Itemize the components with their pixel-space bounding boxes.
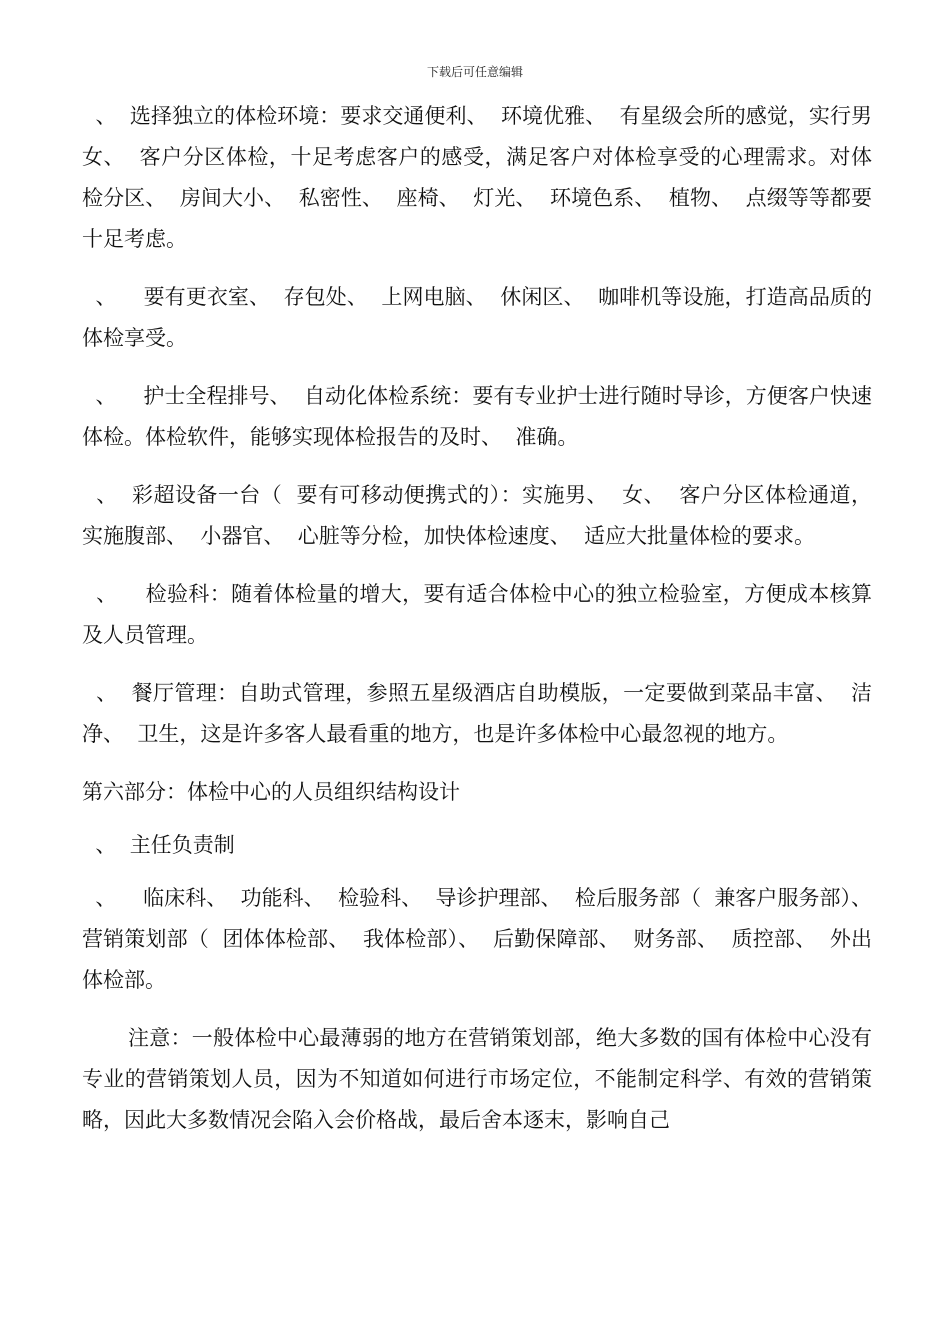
paragraph-ultrasound: 、 彩超设备一台（ 要有可移动便携式的）：实施男、 女、 客户分区体检通道，实施腹部、 小器官、 心脏等分检，加快体检速度、 适应大批量体检的要求。 bbox=[82, 483, 872, 548]
section-heading: 第六部分：体检中心的人员组织结构设计 bbox=[82, 780, 460, 804]
page-header: 下载后可任意编辑 bbox=[426, 65, 523, 79]
paragraph-departments: 、 临床科、 功能科、 检验科、 导诊护理部、 检后服务部（ 兼客户服务部）、 营销策划部（ 团体体检部、 我体检部）、 后勤保障部、 财务部、 质控部、 外出体检部。 bbox=[82, 886, 886, 992]
paragraph-laboratory: 、 检验科：随着体检量的增大，要有适合体检中心的独立检验室，方便成本核算及人员管理。 bbox=[82, 582, 872, 647]
paragraph-restaurant: 、 餐厅管理：自助式管理，参照五星级酒店自助模版，一定要做到菜品丰富、 洁净、 卫生，这是许多客人最看重的地方，也是许多体检中心最忽视的地方。 bbox=[82, 681, 872, 746]
paragraph-exam-environment: 、 选择独立的体检环境：要求交通便利、 环境优雅、 有星级会所的感觉，实行男女、 客户分区体检，十足考虑客户的感受，满足客户对体检享受的心理需求。对体检分区、 房间大小、 私密性、 座椅、 灯光、 环境色系、 植物、 点缀等等都要十足考虑。 bbox=[82, 104, 872, 251]
document-body bbox=[82, 96, 886, 1141]
paragraph-note: 注意：一般体检中心最薄弱的地方在营销策划部，绝大多数的国有体检中心没有专业的营销策划人员，因为不知道如何进行市场定位，不能制定科学、有效的营销策略，因此大多数情况会陷入会价格战，最后舍本逐末，影响自己 bbox=[82, 1026, 872, 1132]
paragraph-facilities: 、 要有更衣室、 存包处、 上网电脑、 休闲区、 咖啡机等设施，打造高品质的体检享受。 bbox=[82, 285, 872, 350]
paragraph-director: 、 主任负责制 bbox=[82, 833, 235, 857]
paragraph-nurse-queue: 、 护士全程排号、 自动化体检系统：要有专业护士进行随时导诊，方便客户快速体检。体检软件，能够实现体检报告的及时、 准确。 bbox=[82, 384, 872, 449]
